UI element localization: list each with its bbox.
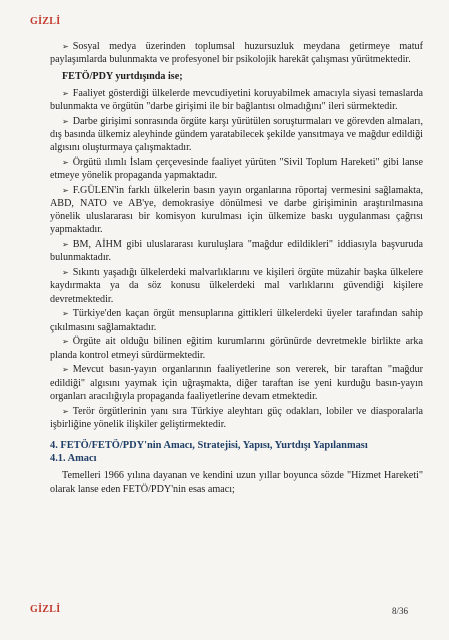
abroad-heading: FETÖ/PDY yurtdışında ise; [62, 71, 183, 83]
list-item [50, 115, 423, 155]
arrow-bullet-icon: ➢ [62, 365, 69, 375]
document-body [50, 40, 423, 496]
bullet-text: Örgüte ait olduğu bilinen eğitim kurumlarını görünürde devretmekle birlikte arka planda kontrol etmeyi sürdürmektedir. [50, 336, 423, 361]
list-item [50, 87, 423, 113]
bullet-text: Faaliyet gösterdiği ülkelerde mevcudiyetini koruyabilmek amacıyla siyasi temaslarda bulunmakta ve örgütün "darbe girişimi ile bir bağlantısı olmadığını" ileri sürmektedir. [50, 87, 423, 112]
list-item [50, 266, 423, 306]
bullet-text: Darbe girişimi sonrasında örgüte karşı yürütülen soruşturmaları ve görevden almaları, dış basında ülkemiz aleyhinde gündem yaratabilecek şekilde yansıtmaya ve mağdur edildiği algısını oluşturmaya çalışmaktadır. [50, 115, 423, 154]
abroad-bullet-list [50, 87, 423, 431]
arrow-bullet-icon: ➢ [62, 240, 69, 250]
bullet-text: F.GÜLEN'in farklı ülkelerin basın yayın organlarına röportaj vermesini sağlamakta, ABD, NATO ve AB'ye, demokrasiye dönülmesi ve darbe girişiminin araştırılmasına yönelik uluslararası bir komisyon kurulması için ülkemize baskı uygulanması çağrısı yapmaktadır. [50, 184, 423, 236]
arrow-bullet-icon: ➢ [62, 406, 69, 416]
arrow-bullet-icon: ➢ [62, 337, 69, 347]
intro-bullet [50, 40, 423, 66]
classification-header: GİZLİ [30, 16, 61, 27]
section-heading: 4. FETÖ/FETÖ/PDY'nin Amacı, Stratejisi, Yapısı, Yurtdışı Yapılanması [50, 440, 368, 452]
classification-footer: GİZLİ [30, 604, 61, 615]
bullet-text: Örgütü ılımlı İslam çerçevesinde faaliyet yürüten "Sivil Toplum Hareketi" gibi lanse etmeye yönelik propaganda yapmaktadır. [50, 156, 423, 182]
list-item [50, 405, 423, 431]
bullet-text: Sıkıntı yaşadığı ülkelerdeki malvarlıklarını ve kişileri örgüte müzahir başka ülkelere kaydırmakta ya da söz konusu ülkelerdeki mal varlıklarını güvendiği kişilere devretmektedir. [50, 267, 423, 305]
closing-paragraph: Temelleri 1966 yılına dayanan ve kendini uzun yıllar boyunca sözde "Hizmet Hareketi" olarak lanse eden FETÖ/PDY'nin esas amacı; [50, 470, 423, 495]
list-item [50, 363, 423, 403]
arrow-bullet-icon: ➢ [62, 268, 69, 278]
list-item [50, 335, 423, 361]
list-item [50, 156, 423, 182]
list-item [50, 184, 423, 237]
subsection-heading: 4.1. Amacı [50, 453, 97, 465]
arrow-bullet-icon: ➢ [62, 88, 69, 98]
bullet-text: Türkiye'den kaçan örgüt mensuplarına gittikleri ülkelerdeki üyeler tarafından sahip çıkılmasını sağlamaktadır. [50, 308, 423, 333]
bullet-text: Mevcut basın-yayın organlarının faaliyetlerine son vererek, bir taraftan "mağdur edildiği" algısını yaymak için uğraşmakta, diğer taraftan ise yeni kurduğu basın-yayın organları aracılığıyla propaganda faaliyetlerine devam etmektedir. [50, 364, 423, 402]
arrow-bullet-icon: ➢ [62, 42, 69, 51]
list-item [50, 238, 423, 264]
bullet-text: Sosyal medya üzerinden toplumsal huzursuzluk meydana getirmeye matuf paylaşımlarda bulunmakta ve profesyonel bir psikolojik harekât çalışması yürütmektedir. [50, 41, 423, 66]
list-item [50, 307, 423, 333]
page-number: 8/36 [392, 606, 409, 616]
arrow-bullet-icon: ➢ [62, 185, 69, 195]
arrow-bullet-icon: ➢ [62, 309, 69, 319]
arrow-bullet-icon: ➢ [62, 157, 69, 167]
bullet-text: BM, AİHM gibi uluslararası kuruluşlara "mağdur edildikleri" iddiasıyla başvuruda bulunmaktadır. [50, 239, 423, 264]
bullet-text: Terör örgütlerinin yanı sıra Türkiye aleyhtarı güç odakları, lobiler ve diasporalarla işbirliğine yönelik ilişkiler geliştirmektedir. [50, 405, 423, 430]
arrow-bullet-icon: ➢ [62, 116, 69, 126]
